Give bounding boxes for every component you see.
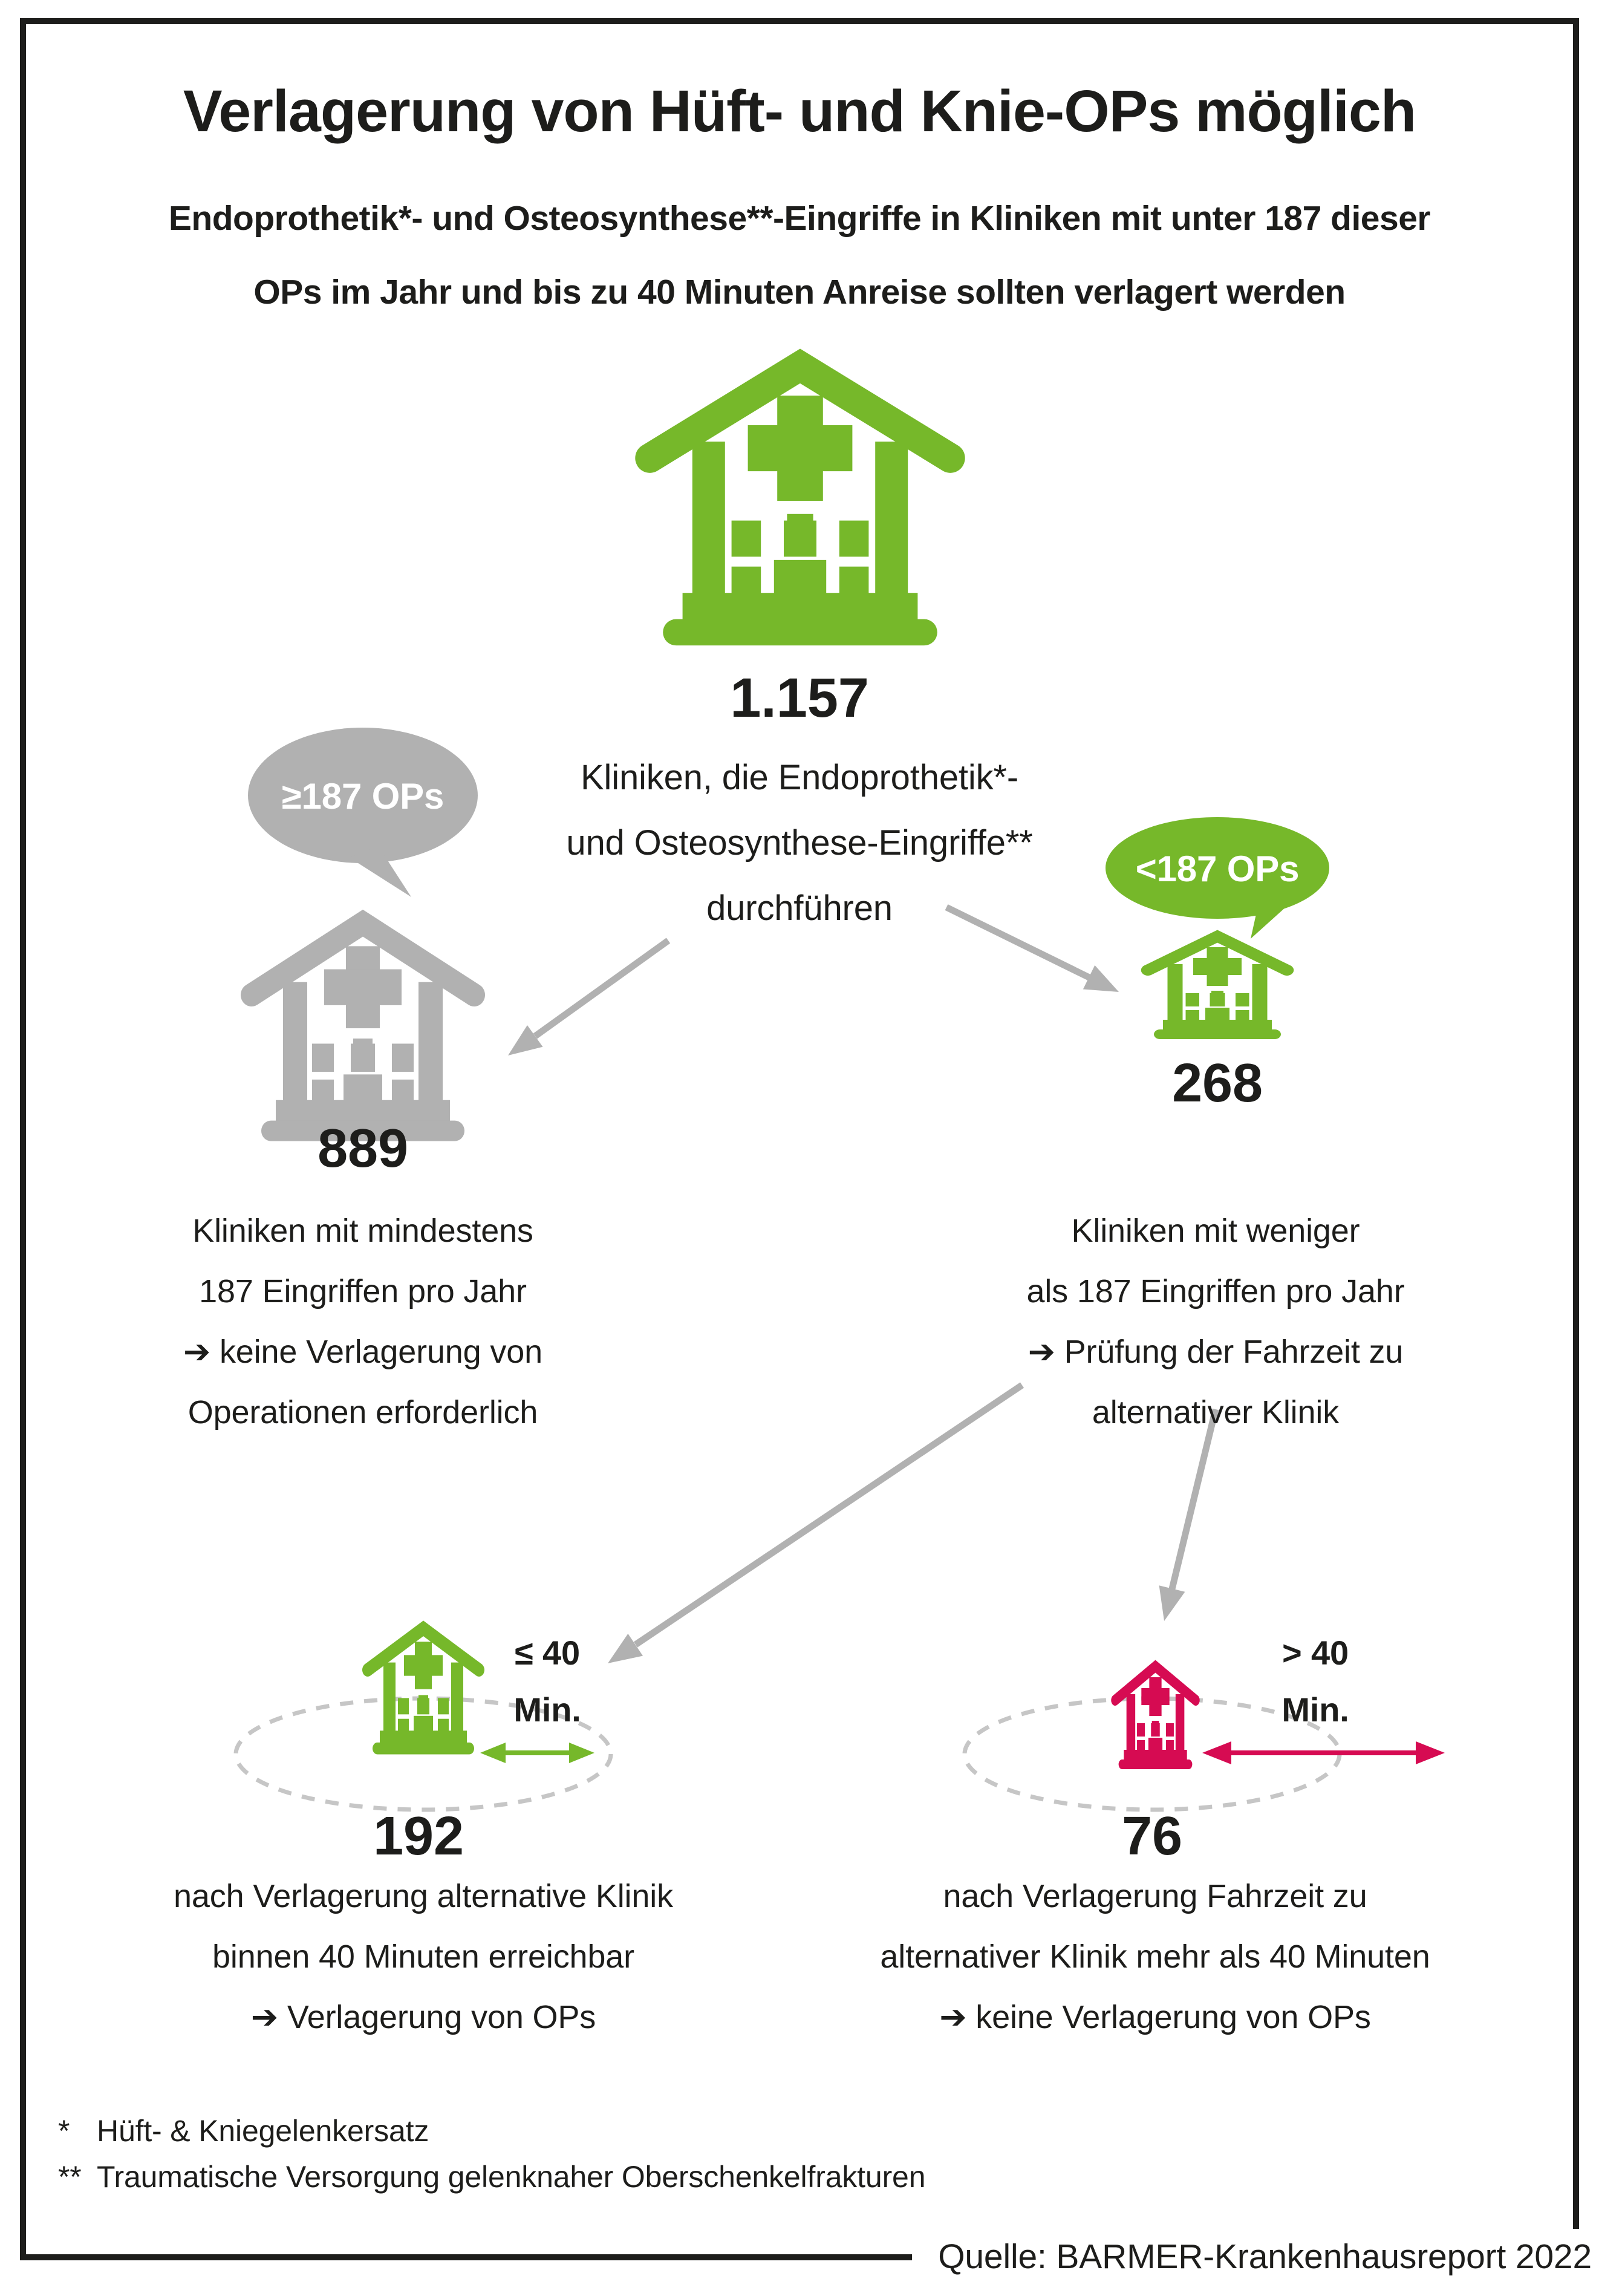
- total-label-line: durchführen: [706, 889, 893, 928]
- left-branch-count: 889: [318, 1118, 408, 1179]
- hospital-icon-left-gray: [252, 923, 474, 1141]
- note-line: ➔ Verlagerung von OPs: [250, 1999, 596, 2035]
- travel-arrow-green: [480, 1743, 594, 1763]
- hospital-icon-total: [650, 366, 951, 645]
- travel-arrow-pink: [1202, 1741, 1445, 1764]
- note-line: als 187 Eingriffen pro Jahr: [1026, 1273, 1405, 1309]
- footnotes: [58, 2112, 1268, 2204]
- subtitle-line: OPs im Jahr und bis zu 40 Minuten Anreise sollten verlagert werden: [253, 273, 1346, 311]
- note-line: nach Verlagerung alternative Klinik: [174, 1878, 673, 1914]
- note-line: ➔ keine Verlagerung von: [183, 1334, 542, 1370]
- note-line: Operationen erforderlich: [187, 1394, 538, 1430]
- time-label-line: ≤ 40: [515, 1634, 580, 1672]
- total-label-line: Kliniken, die Endoprothetik*-: [580, 758, 1018, 797]
- note-line: Kliniken mit weniger: [1071, 1213, 1360, 1249]
- footnote-text: Hüft- & Kniegelenkersatz: [97, 2114, 429, 2148]
- right-branch-count: 268: [1172, 1053, 1263, 1114]
- note-line: ➔ Prüfung der Fahrzeit zu: [1027, 1334, 1404, 1370]
- total-label-line: und Osteosynthese-Eingriffe**: [566, 823, 1033, 863]
- footnote-marker: **: [58, 2160, 82, 2194]
- reachable-note: [91, 1866, 756, 2047]
- note-line: Kliniken mit mindestens: [192, 1213, 533, 1249]
- subtitle-line: Endoprothetik*- und Osteosynthese**-Eingriffe in Kliniken mit unter 187 dieser: [168, 199, 1431, 238]
- total-count: 1.157: [730, 667, 869, 729]
- left-branch-note: [109, 1201, 617, 1443]
- footnote: [58, 2112, 1268, 2150]
- time-label-not-reachable: [1255, 1625, 1376, 1738]
- time-label-line: > 40: [1282, 1634, 1349, 1672]
- footnote-marker: *: [58, 2114, 70, 2148]
- total-label: [497, 745, 1102, 941]
- footnote: [58, 2158, 1268, 2196]
- not-reachable-note: [822, 1866, 1488, 2047]
- source-credit: Quelle: BARMER-Krankenhausreport 2022: [938, 2237, 1592, 2276]
- footnote-text: Traumatische Versorgung gelenknaher Oberschenkelfrakturen: [97, 2160, 926, 2194]
- hospital-icon-reachable: [368, 1628, 479, 1754]
- time-label-line: Min.: [513, 1691, 581, 1729]
- flow-arrow-to-left: [508, 941, 668, 1055]
- time-label-reachable: [487, 1625, 608, 1738]
- note-line: nach Verlagerung Fahrzeit zu: [943, 1878, 1367, 1914]
- note-line: alternativer Klinik mehr als 40 Minuten: [880, 1939, 1430, 1975]
- page-title: Verlagerung von Hüft- und Knie-OPs möglich: [183, 78, 1416, 144]
- bubble-label-left: ≥187 OPs: [281, 776, 445, 817]
- bubble-label-right: <187 OPs: [1135, 849, 1300, 889]
- reachable-count: 192: [373, 1806, 464, 1867]
- page-subtitle: [31, 181, 1568, 329]
- note-line: binnen 40 Minuten erreichbar: [212, 1939, 634, 1975]
- note-line: 187 Eingriffen pro Jahr: [199, 1273, 527, 1309]
- note-line: ➔ keine Verlagerung von OPs: [939, 1999, 1371, 2035]
- right-branch-note: [943, 1201, 1488, 1443]
- hospital-icon-right-small: [1148, 936, 1287, 1039]
- hospital-icon-not-reachable: [1115, 1666, 1196, 1769]
- not-reachable-count: 76: [1122, 1806, 1182, 1867]
- note-line: alternativer Klinik: [1092, 1394, 1340, 1430]
- time-label-line: Min.: [1281, 1691, 1349, 1729]
